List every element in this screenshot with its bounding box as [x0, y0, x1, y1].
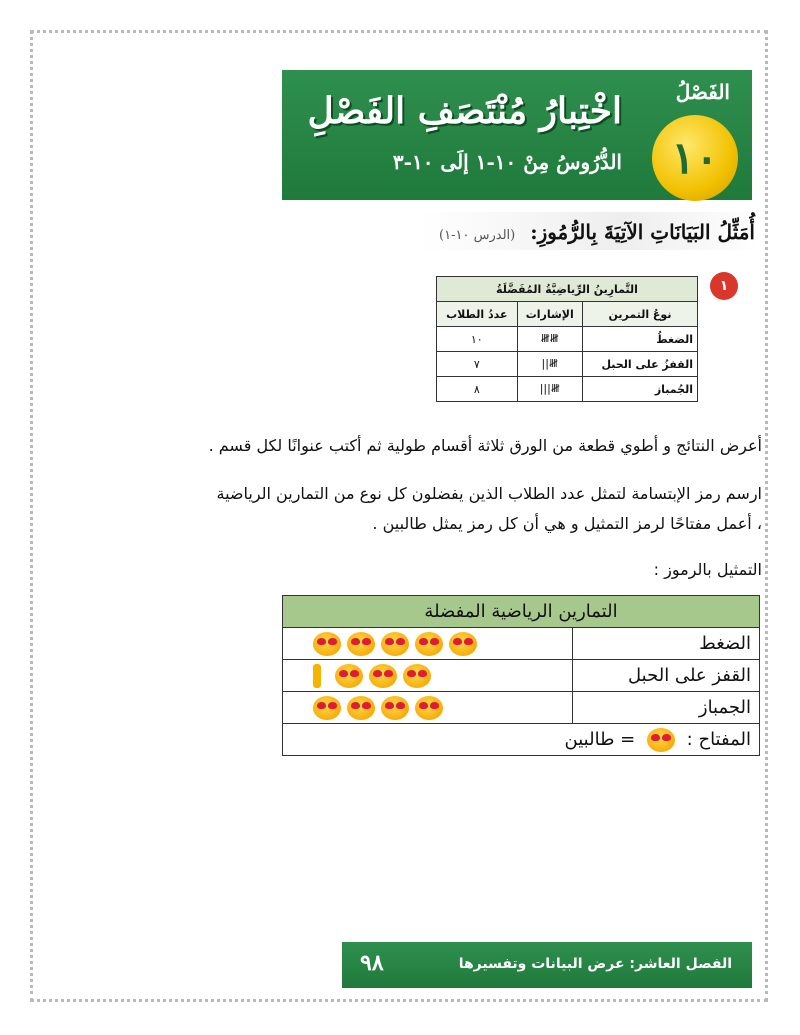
smiley-heart-eyes-icon: [347, 696, 375, 720]
pictograph-row-name: القفز على الحبل: [573, 660, 760, 692]
smiley-heart-eyes-icon: [347, 632, 375, 656]
chapter-number-badge: ١٠: [652, 115, 738, 201]
smiley-heart-eyes-icon: [381, 632, 409, 656]
pictograph-icons: [283, 660, 573, 692]
header-count: عددُ الطلاب: [437, 302, 518, 327]
smiley-heart-eyes-icon: [403, 664, 431, 688]
tally-marks: 𝍸𝍸: [517, 327, 582, 352]
table-row: [283, 628, 760, 660]
smiley-heart-eyes-icon: [415, 632, 443, 656]
student-count: ٨: [437, 377, 518, 402]
tally-table: [436, 276, 698, 402]
smiley-heart-eyes-icon: [313, 696, 341, 720]
header-tally: الإشارات: [517, 302, 582, 327]
smiley-heart-eyes-icon: [449, 632, 477, 656]
pictograph-key: [283, 724, 760, 756]
exercise-heading-text: أُمَثِّلُ البَيَانَاتِ الآتِيَةَ بِالرُّمُوزِ:: [530, 220, 755, 244]
smiley-heart-eyes-icon: [415, 696, 443, 720]
smiley-heart-eyes-icon: [381, 696, 409, 720]
table-row: [437, 377, 698, 402]
half-smiley-icon: [313, 664, 321, 688]
instruction-line-3: ، أعمل مفتاحًا لرمز التمثيل و هي أن كل رمز يمثل طالبين .: [372, 514, 762, 533]
page-footer: [342, 942, 752, 988]
exercise-name: القفزُ على الحبل: [582, 352, 697, 377]
table-row: [283, 660, 760, 692]
lesson-reference: (الدرس ١٠-١): [439, 228, 516, 243]
exercise-name: الجُمباز: [582, 377, 697, 402]
table-row: [437, 352, 698, 377]
lessons-range: الدُّرُوسُ مِنْ ١٠-١ إلَى ١٠-٣: [392, 150, 622, 174]
pictograph-table: [282, 595, 760, 756]
instruction-line-2: ارسم رمز الإبتسامة لتمثل عدد الطلاب الذين يفضلون كل نوع من التمارين الرياضية: [216, 484, 762, 503]
smiley-heart-eyes-icon: [647, 728, 675, 752]
header-exercise: نوعُ التمرين: [582, 302, 697, 327]
tally-table-caption: التَّمارِينُ الرِّياضِيَّةُ المُفَضَّلَةُ: [437, 277, 698, 302]
instruction-line-1: أعرض النتائج و أطوي قطعة من الورق ثلاثة أقسام طولية ثم أكتب عنوانًا لكل قسم .: [208, 436, 762, 455]
student-count: ٧: [437, 352, 518, 377]
exercise-heading: [439, 220, 755, 244]
table-row: [437, 327, 698, 352]
question-number-badge: ١: [710, 272, 738, 300]
chapter-banner: [282, 70, 752, 200]
page-title: اخْتِبارُ مُنْتَصَفِ الفَصْلِ: [307, 90, 622, 132]
instruction-line-4: التمثيل بالرموز :: [653, 560, 762, 579]
key-label: المفتاح :: [686, 728, 751, 750]
smiley-heart-eyes-icon: [369, 664, 397, 688]
pictograph-title: التمارين الرياضية المفضلة: [283, 596, 760, 628]
exercise-name: الضغطُ: [582, 327, 697, 352]
pictograph-icons: [283, 692, 573, 724]
pictograph-row-name: الضغط: [573, 628, 760, 660]
student-count: ١٠: [437, 327, 518, 352]
smiley-heart-eyes-icon: [335, 664, 363, 688]
tally-marks: 𝍸|||: [517, 377, 582, 402]
pictograph-key-row: [283, 724, 760, 756]
pictograph-icons: [283, 628, 573, 660]
page-number: ٩٨: [360, 950, 384, 976]
chapter-label: الفَصْلُ: [675, 80, 730, 104]
tally-marks: 𝍸||: [517, 352, 582, 377]
footer-chapter-title: الفصل العاشر: عرض البيانات وتفسيرها: [458, 956, 732, 972]
pictograph-row-name: الجمباز: [573, 692, 760, 724]
table-row: [283, 692, 760, 724]
smiley-heart-eyes-icon: [313, 632, 341, 656]
key-value: = طالبين: [564, 728, 636, 750]
